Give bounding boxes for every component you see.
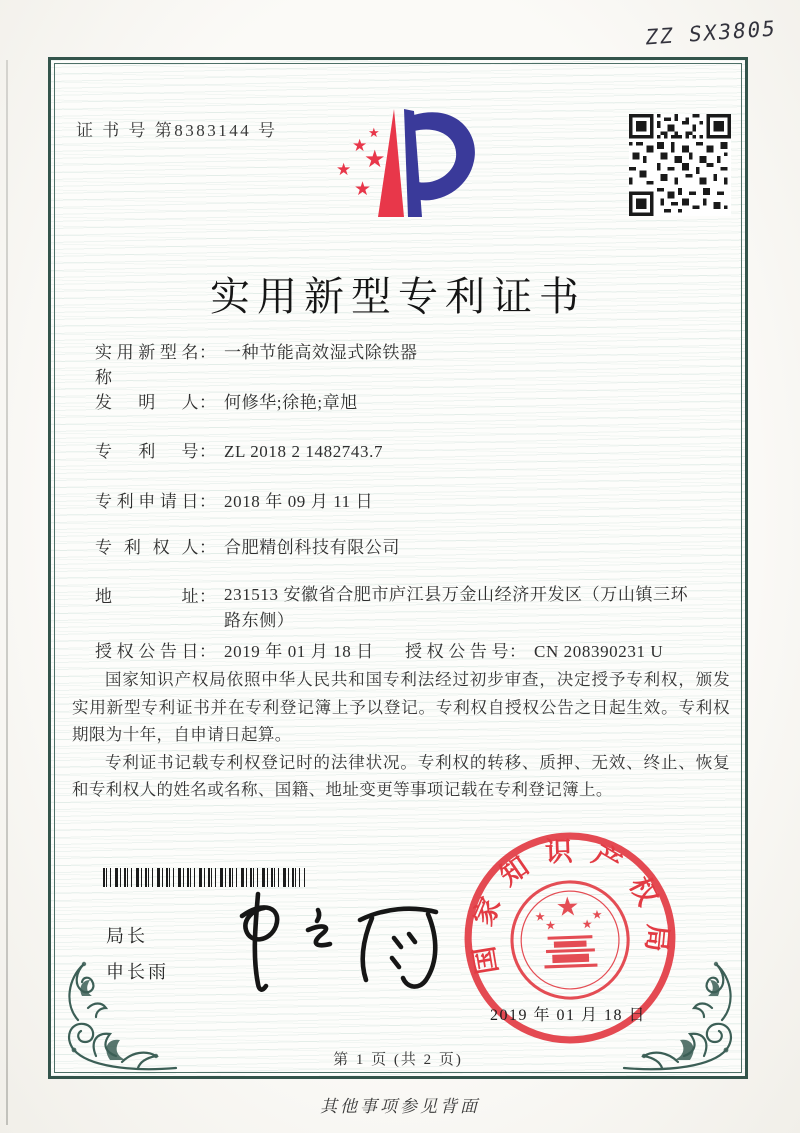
- field-colon: ：: [199, 587, 216, 606]
- field-colon: ：: [199, 442, 216, 461]
- field-label: 授权公告日: [95, 642, 199, 661]
- star-icon: ★: [368, 125, 380, 140]
- field-address: [95, 582, 735, 634]
- page-number: 第 1 页 (共 2 页): [333, 1052, 463, 1068]
- star-icon: ★: [352, 136, 368, 155]
- field-value: 合肥精创科技有限公司: [224, 538, 400, 557]
- field-inventor: [95, 388, 735, 413]
- star-icon: ★: [364, 147, 386, 173]
- director-name: 申长雨: [106, 962, 169, 982]
- star-icon: ★: [544, 918, 557, 933]
- field-label: 实用新型名称: [95, 343, 199, 387]
- legal-paragraph: 国家知识产权局依照中华人民共和国专利法经过初步审查，决定授予专利权，颁发实用新型专利证书并在专利登记簿上予以登记。专利权自授权公告之日起生效。专利权期限为十年，自申请日起算。: [72, 670, 730, 745]
- photo-edge-shadow: [6, 60, 8, 1125]
- field-label: 专利权人: [95, 538, 199, 557]
- field-colon: ：: [199, 642, 216, 661]
- seal-date: 2019 年 01 月 18 日: [490, 1007, 647, 1024]
- field-colon: ：: [199, 393, 216, 412]
- cnipa-logo: [328, 103, 480, 235]
- field-value: 2019 年 01 月 18 日: [224, 642, 374, 661]
- field-label: 发明人: [95, 393, 199, 412]
- field-colon: ：: [199, 492, 216, 511]
- star-icon: ★: [581, 917, 593, 932]
- seal-org-text: 国家知识产权局: [465, 834, 675, 977]
- legal-paragraph: 专利证书记载专利权登记时的法律状况。专利权的转移、质押、无效、终止、恢复和专利权人的姓名或名称、国籍、地址变更等事项记载在专利登记簿上。: [72, 752, 730, 800]
- field-label: 授权公告号: [405, 642, 509, 661]
- star-icon: ★: [555, 891, 580, 923]
- national-emblem: [510, 880, 630, 1000]
- director-signature: [212, 880, 442, 1000]
- star-icon: ★: [336, 160, 352, 179]
- field-value: 一种节能高效湿式除铁器: [224, 343, 418, 362]
- legal-text: [72, 666, 730, 804]
- field-filing-date: [95, 487, 735, 512]
- field-label: 专利号: [95, 442, 199, 461]
- field-value: 何修华;徐艳;章旭: [224, 393, 358, 412]
- field-grant-number: [405, 637, 663, 662]
- field-value: ZL 2018 2 1482743.7: [224, 442, 384, 461]
- field-value: 2018 年 09 月 11 日: [224, 492, 374, 511]
- tiananmen-glyph: [543, 935, 597, 968]
- certificate-title: 实用新型专利证书: [210, 273, 586, 319]
- field-value: 231513 安徽省合肥市庐江县万金山经济开发区（万山镇三环路东侧）: [224, 585, 689, 630]
- field-patentee: [95, 533, 735, 558]
- logo-p-bowl: [414, 112, 475, 200]
- field-colon: ：: [199, 538, 216, 557]
- star-icon: ★: [591, 907, 603, 922]
- star-icon: ★: [354, 179, 372, 200]
- star-icon: ★: [534, 909, 546, 924]
- footer-note: 其他事项参见背面: [320, 1097, 480, 1116]
- field-colon: ：: [509, 642, 526, 661]
- qr-code: [629, 114, 731, 216]
- certificate-number: 证 书 号 第8383144 号: [76, 121, 278, 140]
- field-value: CN 208390231 U: [534, 642, 664, 661]
- handwritten-code: ZZ SX3805: [643, 16, 778, 50]
- field-utility-model-name: [95, 338, 735, 388]
- field-grant-announcement: [95, 637, 735, 662]
- field-label: 专利申请日: [95, 492, 199, 511]
- field-patent-number: [95, 437, 735, 462]
- director-title: 局长: [106, 926, 148, 946]
- field-label: 地址: [95, 587, 199, 606]
- field-colon: ：: [199, 343, 216, 362]
